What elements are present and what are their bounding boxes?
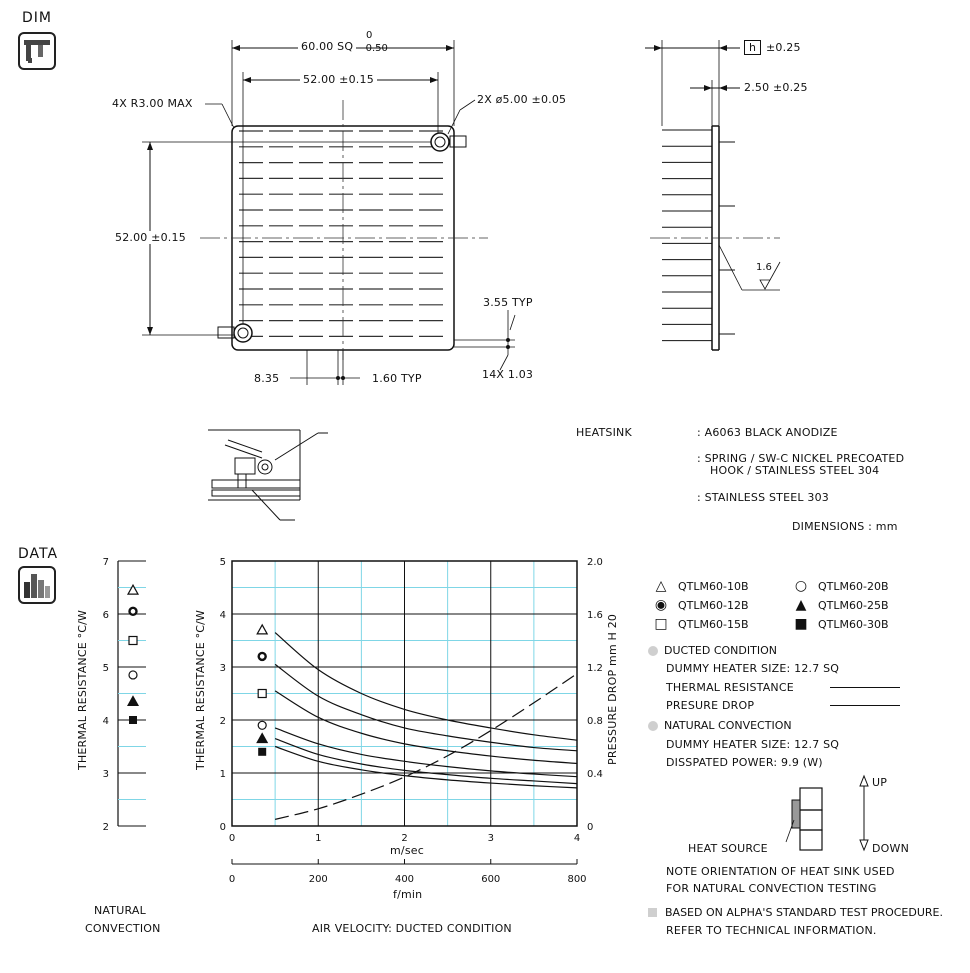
main-y-tick: 3	[219, 663, 226, 674]
pressure-line-swatch	[830, 705, 900, 706]
dim-radius: 4X R3.00 MAX	[112, 97, 193, 110]
ducted-thermal: THERMAL RESISTANCE	[666, 681, 794, 694]
circle-open-icon: ○	[794, 578, 808, 594]
dim-pitch-x: 52.00 ±0.15	[300, 73, 377, 86]
dim-width: 60.00 SQ	[298, 40, 356, 53]
natural-point-qtlm60-25b	[128, 696, 138, 705]
main-x-tick: 1	[315, 833, 322, 844]
main-y2-tick: 1.6	[587, 610, 603, 621]
natural-y-tick: 6	[102, 610, 109, 621]
natural-point-qtlm60-20b	[129, 671, 137, 679]
natural-caption-2: CONVECTION	[85, 922, 161, 935]
main-y2-tick: 0.4	[587, 769, 603, 780]
square-filled-icon: ■	[794, 616, 808, 632]
legend-item-10b: △ QTLM60-10B	[655, 578, 749, 594]
dim-fin-count: 14X 1.03	[482, 368, 534, 381]
dim-pitch-y: 52.00 ±0.15	[112, 231, 189, 244]
natural-y-tick: 3	[102, 769, 109, 780]
thermal-line-swatch	[830, 687, 900, 688]
main-y2-tick: 0	[587, 822, 594, 833]
data-label: DATA	[18, 546, 59, 562]
natural-y-tick: 7	[102, 557, 109, 568]
ducted-heater: DUMMY HEATER SIZE: 12.7 SQ	[666, 662, 840, 675]
main-marker-qtlm60-20b	[258, 721, 266, 729]
dim-offset: 8.35	[254, 372, 280, 385]
series-line-qtlm60-15b	[275, 691, 577, 764]
fmin-tick: 0	[228, 874, 236, 885]
spring-material: : SPRING / SW-C NICKEL PRECOATED	[697, 452, 905, 465]
main-marker-qtlm60-10b	[257, 625, 267, 634]
main-x-tick: 3	[487, 833, 494, 844]
natural-title: NATURAL CONVECTION	[648, 719, 792, 732]
series-line-qtlm60-12b	[275, 664, 577, 750]
ducted-pressure: PRESURE DROP	[666, 699, 755, 712]
heat-source-label: HEAT SOURCE	[688, 842, 768, 855]
main-y-tick: 4	[219, 610, 226, 621]
heatsink-label: HEATSINK	[576, 426, 632, 439]
legend-item-15b: □ QTLM60-15B	[654, 616, 749, 632]
heatsink-material: : A6063 BLACK ANODIZE	[697, 426, 838, 439]
natural-y-tick: 5	[102, 663, 109, 674]
main-y-tick: 5	[219, 557, 226, 568]
natural-point-qtlm60-30b	[129, 716, 137, 724]
series-line-qtlm60-20b	[275, 728, 577, 777]
main-y2-tick: 0.8	[587, 716, 603, 727]
dim-fin-gap: 3.55 TYP	[483, 296, 533, 309]
main-x-tick: 4	[573, 833, 581, 844]
bullet-square-icon	[648, 908, 657, 917]
bullet-dot-icon	[648, 721, 658, 731]
natural-power: DISSPATED POWER: 9.9 (W)	[666, 756, 823, 769]
dim-holes: 2X ø5.00 ±0.05	[477, 93, 567, 106]
main-ylabel-right: PRESSURE DROP mm H 20	[606, 613, 619, 765]
dim-label: DIM	[22, 10, 52, 26]
natural-heater: DUMMY HEATER SIZE: 12.7 SQ	[666, 738, 840, 751]
main-y-tick: 0	[219, 822, 226, 833]
up-label: UP	[872, 776, 888, 789]
note-line-2: FOR NATURAL CONVECTION TESTING	[666, 882, 877, 895]
ducted-title: DUCTED CONDITION	[648, 644, 777, 657]
natural-y-tick: 4	[102, 716, 109, 727]
main-ylabel-left: THERMAL RESISTANCE °C/W	[194, 609, 207, 770]
footer-line-2: REFER TO TECHNICAL INFORMATION.	[666, 924, 877, 937]
main-y2-tick: 1.2	[587, 663, 603, 674]
clip-detail	[208, 430, 328, 520]
main-marker-qtlm60-30b	[258, 748, 266, 756]
natural-y-tick: 2	[102, 822, 109, 833]
main-xlabel-ms: m/sec	[390, 844, 424, 857]
dim-surface: 1.6	[756, 262, 772, 273]
legend-item-30b: ■ QTLM60-30B	[794, 616, 889, 632]
legend-item-12b: ◉ QTLM60-12B	[654, 597, 749, 613]
main-y-tick: 2	[219, 716, 226, 727]
note-line-1: NOTE ORIENTATION OF HEAT SINK USED	[666, 865, 895, 878]
dim-fin-thk: 1.60 TYP	[372, 372, 422, 385]
bullet-dot-icon	[648, 646, 658, 656]
main-y-tick: 1	[219, 769, 226, 780]
natural-ylabel: THERMAL RESISTANCE °C/W	[76, 609, 89, 770]
fin-grid	[239, 131, 443, 336]
square-open-icon: □	[654, 616, 668, 632]
screw-material: : STAINLESS STEEL 303	[697, 491, 830, 504]
circle-bold-icon: ◉	[654, 597, 668, 613]
fmin-tick: 800	[567, 874, 587, 885]
dim-h-box: h	[744, 40, 761, 55]
main-x-tick: 0	[228, 833, 236, 844]
main-xlabel-fmin: f/min	[393, 888, 423, 901]
triangle-filled-icon: ▲	[795, 597, 807, 613]
natural-point-qtlm60-10b	[128, 585, 138, 594]
natural-point-qtlm60-12b	[130, 608, 137, 615]
main-x-tick: 2	[401, 833, 408, 844]
dim-width-tol-bot: -0.50	[362, 43, 388, 54]
natural-caption-1: NATURAL	[94, 904, 146, 917]
dim-width-tol-top: 0	[366, 30, 373, 41]
legend-item-20b: ○ QTLM60-20B	[794, 578, 889, 594]
legend-item-25b: ▲ QTLM60-25B	[795, 597, 889, 613]
fmin-tick: 400	[394, 874, 415, 885]
dim-base: 2.50 ±0.25	[744, 81, 808, 94]
fmin-tick: 600	[481, 874, 501, 885]
main-caption: AIR VELOCITY: DUCTED CONDITION	[312, 922, 512, 935]
main-marker-qtlm60-12b	[259, 653, 266, 660]
footer-line-1: BASED ON ALPHA'S STANDARD TEST PROCEDURE.	[648, 906, 943, 919]
main-marker-qtlm60-15b	[258, 690, 266, 698]
main-marker-qtlm60-25b	[257, 734, 267, 743]
series-line-qtlm60-25b	[275, 739, 577, 784]
down-label: DOWN	[872, 842, 910, 855]
triangle-open-icon: △	[655, 578, 667, 594]
natural-point-qtlm60-15b	[129, 637, 137, 645]
fmin-tick: 200	[308, 874, 328, 885]
dimensions-units: DIMENSIONS : mm	[792, 520, 898, 533]
series-line-qtlm60-10b	[275, 633, 577, 741]
main-y2-tick: 2.0	[587, 557, 603, 568]
dim-h-tol: ±0.25	[766, 41, 801, 54]
hook-material: HOOK / STAINLESS STEEL 304	[710, 464, 880, 477]
